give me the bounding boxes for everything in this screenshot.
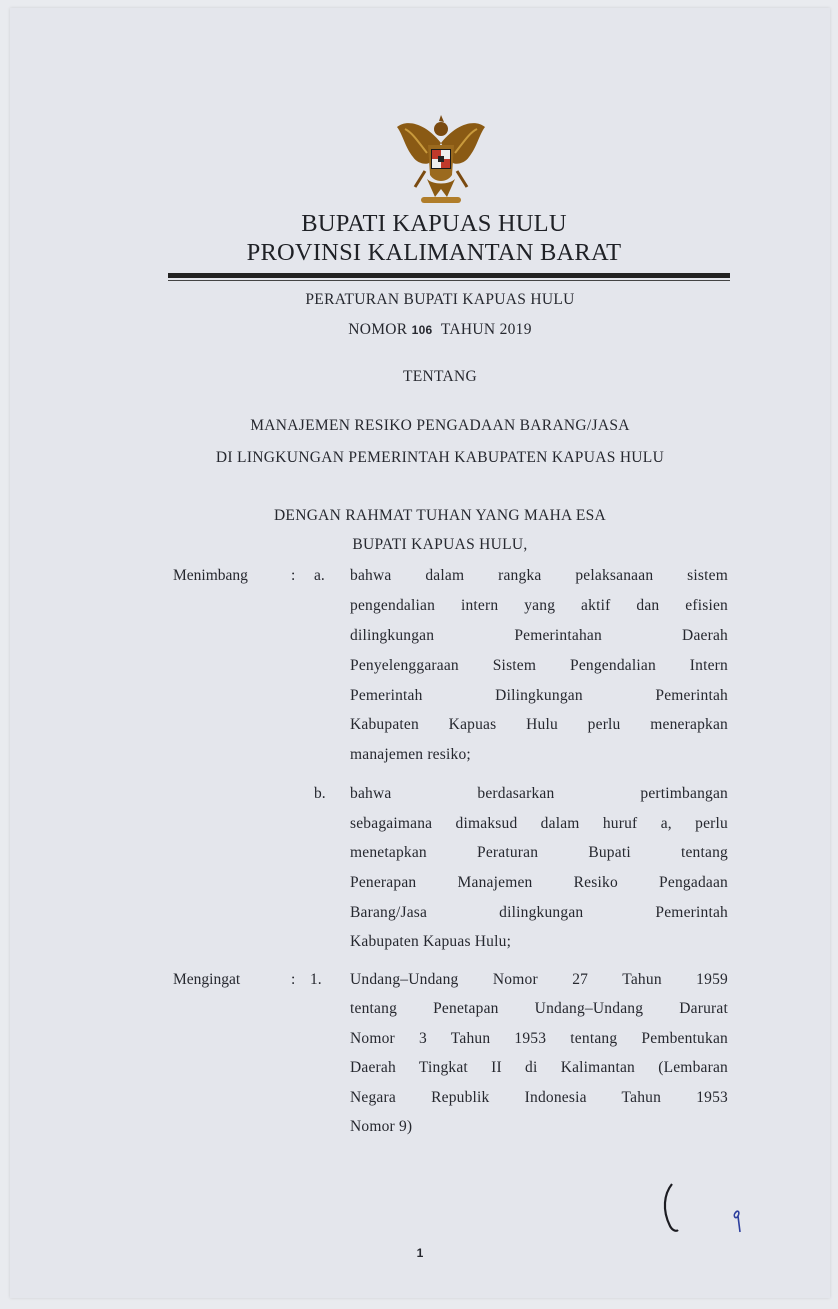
regulation-number xyxy=(40,321,838,339)
text-line: Kabupaten Kapuas Hulu; xyxy=(350,933,512,950)
text-line: Nomor 3 Tahun 1953 tentang Pembentukan xyxy=(350,1030,728,1047)
page-number: 1 xyxy=(416,1246,424,1260)
subject-line-1: MANAJEMEN RESIKO PENGADAAN BARANG/JASA xyxy=(250,417,630,434)
preamble-line-2: BUPATI KAPUAS HULU, xyxy=(352,536,528,553)
header-subtitle: PROVINSI KALIMANTAN BARAT xyxy=(246,239,622,266)
nomor-value: 106 xyxy=(411,323,433,337)
menimbang-b-marker: b. xyxy=(314,785,326,802)
text-line: manajemen resiko; xyxy=(350,746,471,763)
text-line: Penyelenggaraan Sistem Pengendalian Intern xyxy=(350,657,728,674)
nomor-prefix: NOMOR xyxy=(348,321,408,338)
text-line: bahwa dalam rangka pelaksanaan sistem xyxy=(350,567,728,584)
mengingat-label: Mengingat xyxy=(173,971,241,988)
text-line: sebagaimana dimaksud dalam huruf a, perlu xyxy=(350,815,728,832)
text-line: dilingkungan Pemerintahan Daerah xyxy=(350,627,728,644)
menimbang-colon: : xyxy=(291,567,296,584)
header-rule-thin xyxy=(168,280,730,281)
text-line: tentang Penetapan Undang–Undang Darurat xyxy=(350,1000,728,1017)
document-page xyxy=(10,8,830,1298)
header-rule xyxy=(168,273,730,278)
garuda-emblem xyxy=(395,113,487,209)
initials-mark xyxy=(658,1180,758,1240)
text-line: bahwa berdasarkan pertimbangan xyxy=(350,785,728,802)
text-line: Undang–Undang Nomor 27 Tahun 1959 xyxy=(350,971,728,988)
text-line: Barang/Jasa dilingkungan Pemerintah xyxy=(350,904,728,921)
text-line: Penerapan Manajemen Resiko Pengadaan xyxy=(350,874,728,891)
text-line: Kabupaten Kapuas Hulu perlu menerapkan xyxy=(350,716,728,733)
tahun: TAHUN 2019 xyxy=(440,321,532,338)
text-line: menetapkan Peraturan Bupati tentang xyxy=(350,844,728,861)
text-line: Nomor 9) xyxy=(350,1118,413,1135)
text-line: Pemerintah Dilingkungan Pemerintah xyxy=(350,687,728,704)
preamble-line-1: DENGAN RAHMAT TUHAN YANG MAHA ESA xyxy=(273,507,607,524)
subject-line-2: DI LINGKUNGAN PEMERINTAH KABUPATEN KAPUAS HULU xyxy=(215,449,665,466)
menimbang-a-marker: a. xyxy=(314,567,325,584)
regulation-title: PERATURAN BUPATI KAPUAS HULU xyxy=(305,291,575,308)
header-title: BUPATI KAPUAS HULU xyxy=(301,210,567,237)
mengingat-colon: : xyxy=(291,971,296,988)
text-line: Negara Republik Indonesia Tahun 1953 xyxy=(350,1089,728,1106)
tentang-heading: TENTANG xyxy=(402,368,478,385)
menimbang-label: Menimbang xyxy=(173,567,248,584)
text-line: pengendalian intern yang aktif dan efisien xyxy=(350,597,728,614)
text-line: Daerah Tingkat II di Kalimantan (Lembaran xyxy=(350,1059,728,1076)
mengingat-1-marker: 1. xyxy=(310,971,322,988)
